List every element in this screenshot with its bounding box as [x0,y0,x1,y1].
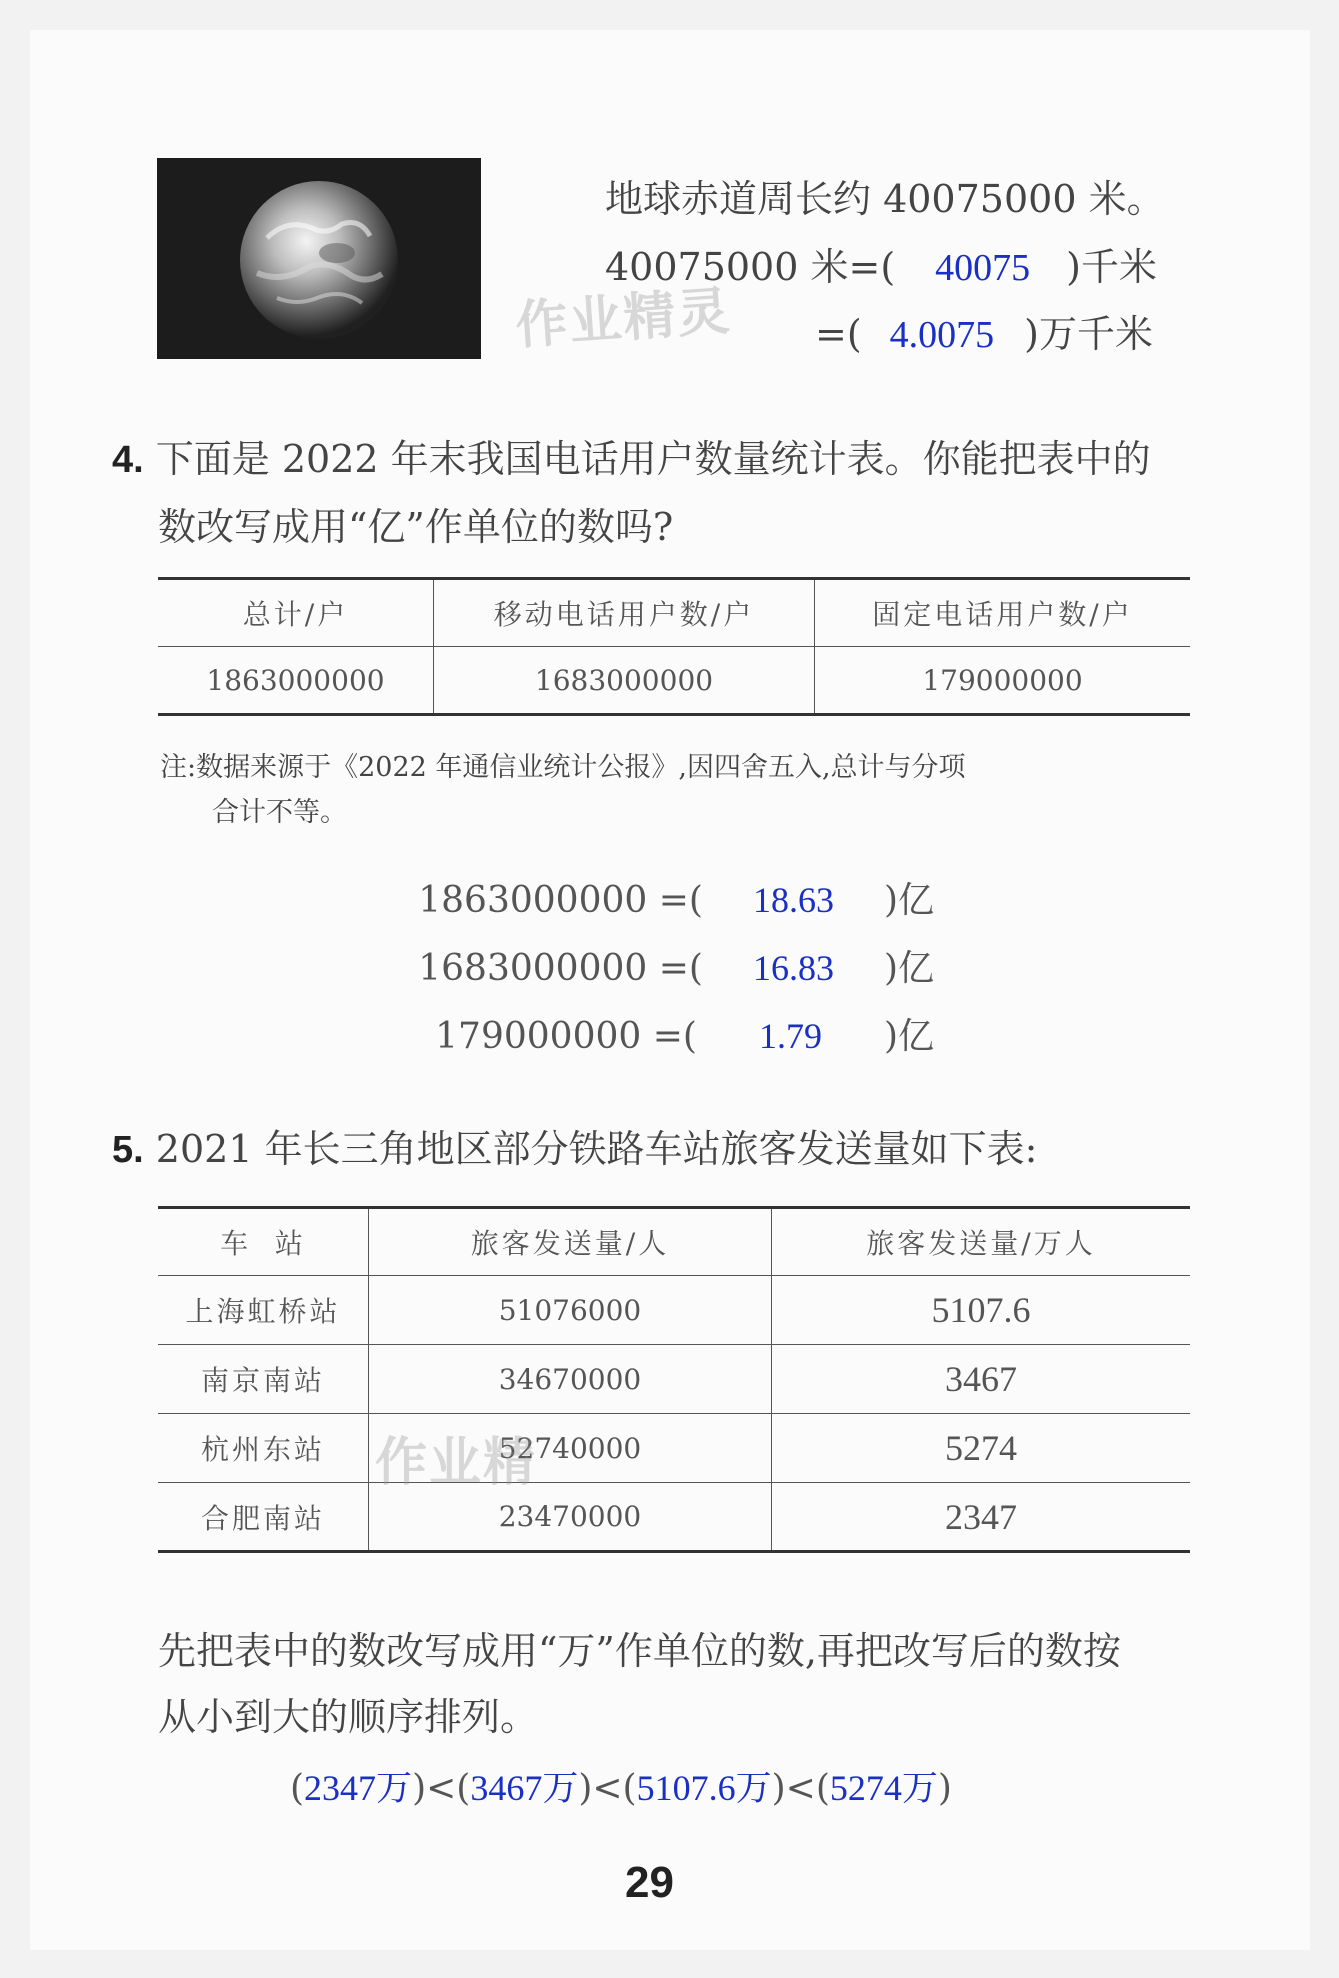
eq1-answer: 18.63 [752,880,834,920]
table-header-row [158,1208,1190,1276]
order-sep-1: )<( [412,1768,471,1809]
page-number: 29 [625,1858,674,1907]
eq2-answer: 16.83 [752,948,834,988]
q4-note-line1: 注:数据来源于《2022 年通信业统计公报》,因四舍五入,总计与分项 [160,752,966,783]
station-name: 上海虹桥站 [158,1276,369,1345]
table-header-row [158,579,1190,647]
eq3-answer: 1.79 [758,1016,822,1056]
km-prefix: 40075000 米=( [605,245,896,289]
passenger-count: 23470000 [369,1483,772,1552]
wan-km-suffix: )万千米 [1024,312,1153,356]
q4-text-line2: 数改写成用“亿”作单位的数吗? [158,505,674,549]
header-passengers-wan: 旅客发送量/万人 [772,1208,1191,1276]
q4-prompt-1: 下面是 2022 年末我国电话用户数量统计表。你能把表中的 [155,437,1151,481]
header-fixed: 固定电话用户数/户 [815,579,1191,647]
eq2-right: )亿 [883,948,934,989]
order-sep-3: )<( [771,1768,830,1809]
table-row [158,1414,1190,1483]
cell-mobile: 1683000000 [434,647,815,715]
watermark: 作业精灵 [513,280,734,357]
eq3-left: 179000000 =( [435,1016,697,1057]
order-item-2: 3467万 [470,1768,579,1808]
eq1-left: 1863000000 =( [418,880,703,921]
q4-equation-3 [435,1008,934,1059]
passenger-wan: 2347 [772,1483,1191,1552]
order-item-4: 5274万 [829,1768,938,1808]
header-mobile: 移动电话用户数/户 [434,579,815,647]
passenger-wan: 5107.6 [772,1276,1191,1345]
cell-total: 1863000000 [158,647,434,715]
passenger-count: 34670000 [369,1345,772,1414]
q4-text-line1 [112,428,1151,483]
km-answer: 40075 [935,247,1031,289]
wan-km-answer: 4.0075 [889,314,995,356]
earth-circumference-text: 地球赤道周长约 40075000 米。 [605,177,1165,221]
order-close: ) [937,1768,952,1809]
table-row [158,1483,1190,1552]
q4-equation-1 [418,872,934,923]
header-passengers: 旅客发送量/人 [369,1208,772,1276]
eq1-right: )亿 [883,880,934,921]
passenger-wan: 5274 [772,1414,1191,1483]
q5-number: 5. [112,1129,144,1171]
table-row [158,1276,1190,1345]
passenger-count: 51076000 [369,1276,772,1345]
q5-text [112,1118,1037,1173]
q5-prompt: 2021 年长三角地区部分铁路车站旅客发送量如下表: [155,1127,1038,1171]
wan-km-prefix: =( [815,312,862,356]
eq3-right: )亿 [883,1016,934,1057]
q5-order-answer [290,1760,952,1811]
header-total: 总计/户 [158,579,434,647]
station-name: 南京南站 [158,1345,369,1414]
eq2-left: 1683000000 =( [418,948,703,989]
earth-conversion-wan-km [815,303,1153,358]
earth-photo [157,158,481,359]
order-sep-2: )<( [578,1768,637,1809]
km-suffix: )千米 [1066,245,1157,289]
order-open: ( [290,1768,305,1809]
header-station: 车 站 [158,1208,369,1276]
station-name: 杭州东站 [158,1414,369,1483]
q4-equation-2 [418,940,934,991]
order-item-3: 5107.6万 [636,1768,772,1808]
passenger-count: 52740000 [369,1414,772,1483]
q4-note-line2: 合计不等。 [212,797,347,828]
q4-phone-table [158,577,1190,716]
watermark: 作业精 [375,1432,538,1493]
q5-instruction-line1: 先把表中的数改写成用“万”作单位的数,再把改写后的数按 [158,1629,1121,1673]
cell-fixed: 179000000 [815,647,1191,715]
table-row [158,1345,1190,1414]
q4-number: 4. [112,439,144,481]
station-name: 合肥南站 [158,1483,369,1552]
passenger-wan: 3467 [772,1345,1191,1414]
table-row [158,647,1190,715]
q5-instruction-line2: 从小到大的顺序排列。 [158,1695,539,1739]
order-item-1: 2347万 [304,1768,413,1808]
q5-station-table [158,1206,1190,1553]
